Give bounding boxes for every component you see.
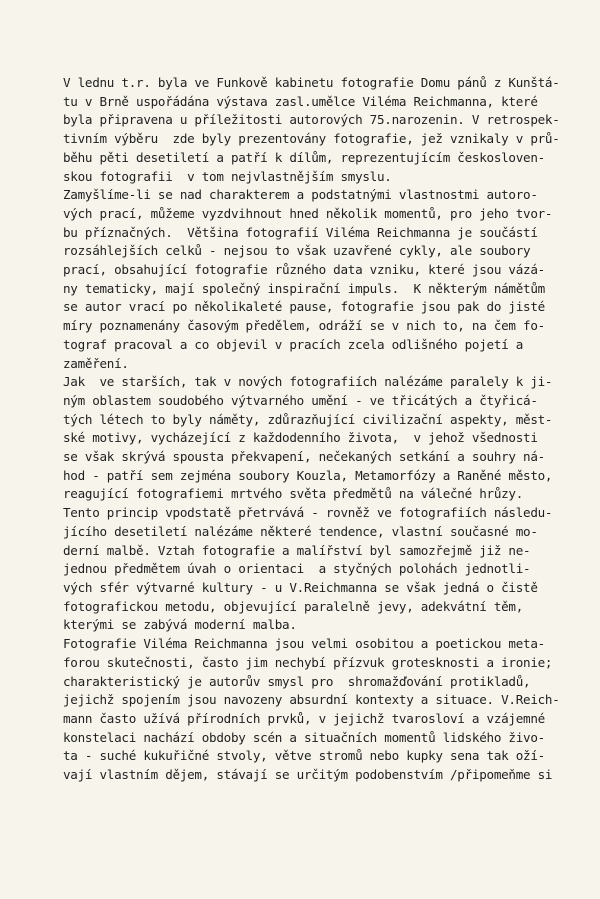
text-line: reagující fotografiemi mrtvého světa předmětů na válečné hrůzy. <box>63 486 524 502</box>
text-line: kterými se zabývá moderní malba. <box>63 617 297 633</box>
text-line: jícího desetiletí nalézáme některé tendence, vlastní současné mo- <box>63 523 538 539</box>
text-line: tu v Brně uspořádána výstava zasl.umělce Viléma Reichmanna, které <box>63 93 538 109</box>
text-line: mann často užívá přírodních prvků, v jejichž tvarosloví a vzájemné <box>63 710 545 726</box>
text-line: hod - patří sem zejména soubory Kouzla, Metamorfózy a Raněné město, <box>63 467 553 483</box>
text-line: tých létech to byly náměty, zdůrazňující civilizační aspekty, měst- <box>63 411 553 427</box>
text-line: konstelaci nachází obdoby scén a situačních momentů lidského živo- <box>63 729 545 745</box>
text-line: tivním výběru zde byly prezentovány fotografie, jež vznikaly v prů- <box>63 131 560 147</box>
text-line: skou fotografii v tom nejvlastnějším smyslu. <box>63 168 392 184</box>
text-line: Tento princip vpodstatě přetrvává - rovněž ve fotografiích následu- <box>63 505 553 521</box>
text-line: se autor vrací po několikaleté pause, fotografie jsou pak do jisté <box>63 299 545 315</box>
text-line: tograf pracoval a co objevil v pracích zcela odlišného pojetí a <box>63 336 524 352</box>
text-line: vých prací, můžeme vyzdvihnout hned několik momentů, pro jeho tvor- <box>63 205 553 221</box>
text-line: se však skrývá spousta překvapení, nečekaných setkání a souhry ná- <box>63 449 545 465</box>
text-line: míry poznamenány časovým předělem, odráží se v nich to, na čem fo- <box>63 318 545 334</box>
text-line: ny tematicky, mají společný inspirační impuls. K některým námětům <box>63 280 545 296</box>
typewritten-text-block <box>63 74 593 785</box>
text-line: fotografickou metodu, objevující paralelně jevy, adekvátní těm, <box>63 598 524 614</box>
text-line: rozsáhlejších celků - nejsou to však uzavřené cykly, ale soubory <box>63 243 531 259</box>
text-line: zaměření. <box>63 355 129 371</box>
text-line: Fotografie Viléma Reichmanna jsou velmi osobitou a poetickou meta- <box>63 636 545 652</box>
text-line: charakteristický je autorův smysl pro shromažďování protikladů, <box>63 673 531 689</box>
text-line: Jak ve starších, tak v nových fotografiích nalézáme paralely k ji- <box>63 374 553 390</box>
text-line: ta - suché kukuřičné stvoly, větve stromů nebo kupky sena tak oží- <box>63 748 545 764</box>
text-line: ným oblastem soudobého výtvarného umění - ve třicátých a čtyřicá- <box>63 392 538 408</box>
text-line: vají vlastním dějem, stávají se určitým podobenstvím /připomeňme si <box>63 767 553 783</box>
text-line: derní malbě. Vztah fotografie a malířství byl samozřejmě již ne- <box>63 542 531 558</box>
text-line: Zamyšlíme-li se nad charakterem a podstatnými vlastnostmi autoro- <box>63 187 538 203</box>
text-line: jednou předmětem úvah o orientaci a styčných polohách jednotli- <box>63 561 531 577</box>
text-line: byla připravena u příležitosti autorových 75.narozenin. V retrospek- <box>63 112 560 128</box>
text-line: běhu pěti desetiletí a patří k dílům, reprezentujícím českosloven- <box>63 149 545 165</box>
text-line: V lednu t.r. byla ve Funkově kabinetu fotografie Domu pánů z Kunštá- <box>63 75 560 90</box>
text-line: prací, obsahující fotografie různého data vzniku, které jsou vázá- <box>63 262 545 278</box>
text-line: vých sfér výtvarné kultury - u V.Reichmanna se však jedná o čistě <box>63 579 538 595</box>
text-line: ské motivy, vycházející z každodenního života, v jehož všednosti <box>63 430 538 446</box>
text-line: jejichž spojením jsou navozeny absurdní kontexty a situace. V.Reich- <box>63 692 560 708</box>
text-line: bu příznačných. Většina fotografií Viléma Reichmanna je součástí <box>63 224 538 240</box>
text-line: forou skutečnosti, často jim nechybí přízvuk grotesknosti a ironie; <box>63 654 553 670</box>
